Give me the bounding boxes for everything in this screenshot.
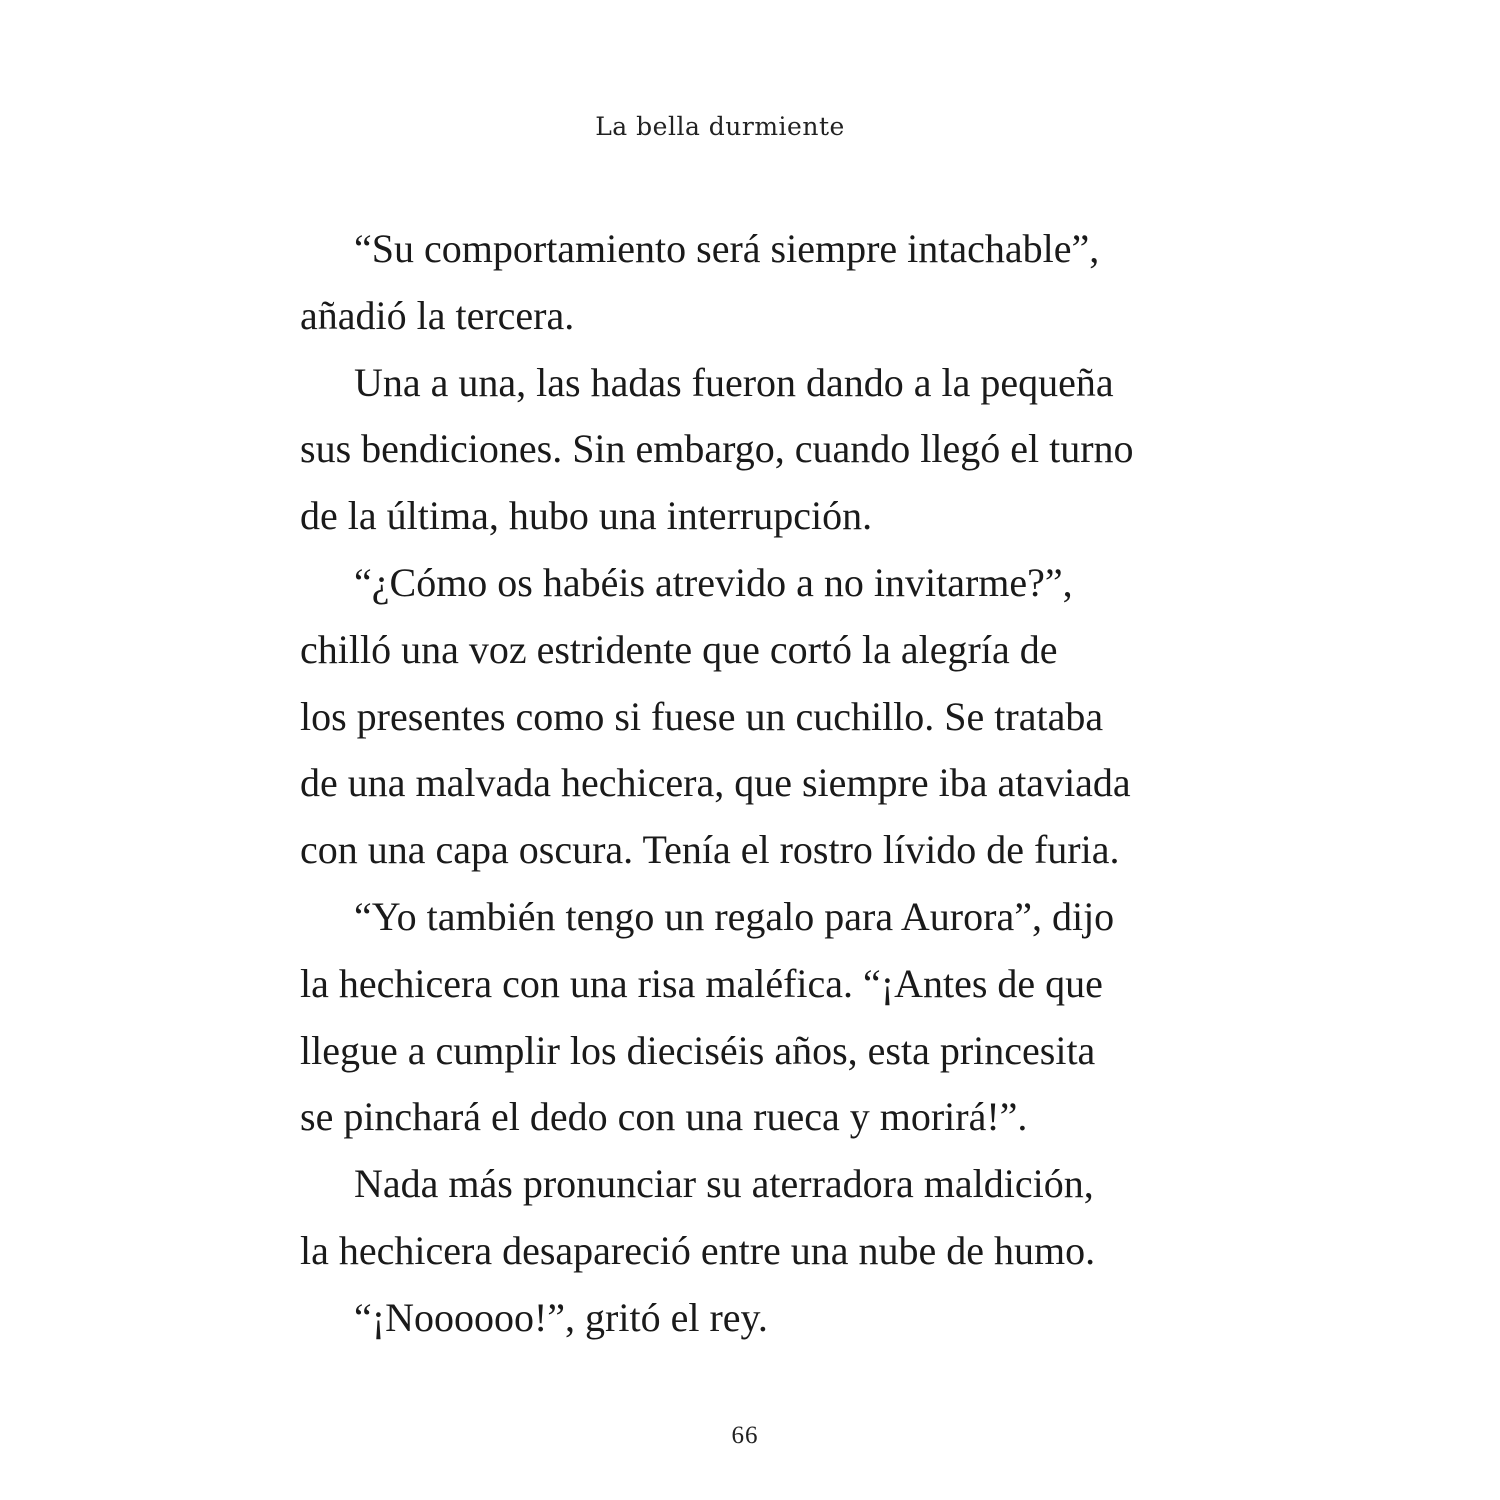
text-line: Una a una, las hadas fueron dando a la pequeña — [354, 359, 1114, 405]
text-line: “Yo también tengo un regalo para Aurora”, dijo — [354, 893, 1115, 939]
text-line: chilló una voz estridente que cortó la alegría de — [300, 626, 1058, 672]
text-line: añadió la tercera. — [300, 292, 575, 338]
text-line: se pinchará el dedo con una rueca y morirá!”. — [300, 1094, 1028, 1140]
text-line: la hechicera desapareció entre una nube de humo. — [300, 1227, 1096, 1273]
text-line: Nada más pronunciar su aterradora maldición, — [354, 1161, 1094, 1207]
text-line: con una capa oscura. Tenía el rostro lívido de furia. — [300, 827, 1120, 873]
text-line: “¿Cómo os habéis atrevido a no invitarme?”, — [354, 559, 1073, 605]
text-line: los presentes como si fuese un cuchillo. Se trataba — [300, 693, 1104, 739]
text-line: sus bendiciones. Sin embargo, cuando llegó el turno — [300, 426, 1134, 472]
text-line: “Su comportamiento será siempre intachable”, — [354, 226, 1100, 271]
text-line: de la última, hubo una interrupción. — [300, 493, 873, 539]
text-line: llegue a cumplir los dieciséis años, esta princesita — [300, 1027, 1096, 1073]
page-number: 66 — [731, 1422, 759, 1449]
text-line: la hechicera con una risa maléfica. “¡Antes de que — [300, 960, 1103, 1006]
body-text — [300, 216, 1200, 1352]
text-line: de una malvada hechicera, que siempre iba ataviada — [300, 760, 1131, 806]
running-title: La bella durmiente — [595, 112, 845, 141]
text-line: “¡Noooooo!”, gritó el rey. — [354, 1294, 768, 1340]
